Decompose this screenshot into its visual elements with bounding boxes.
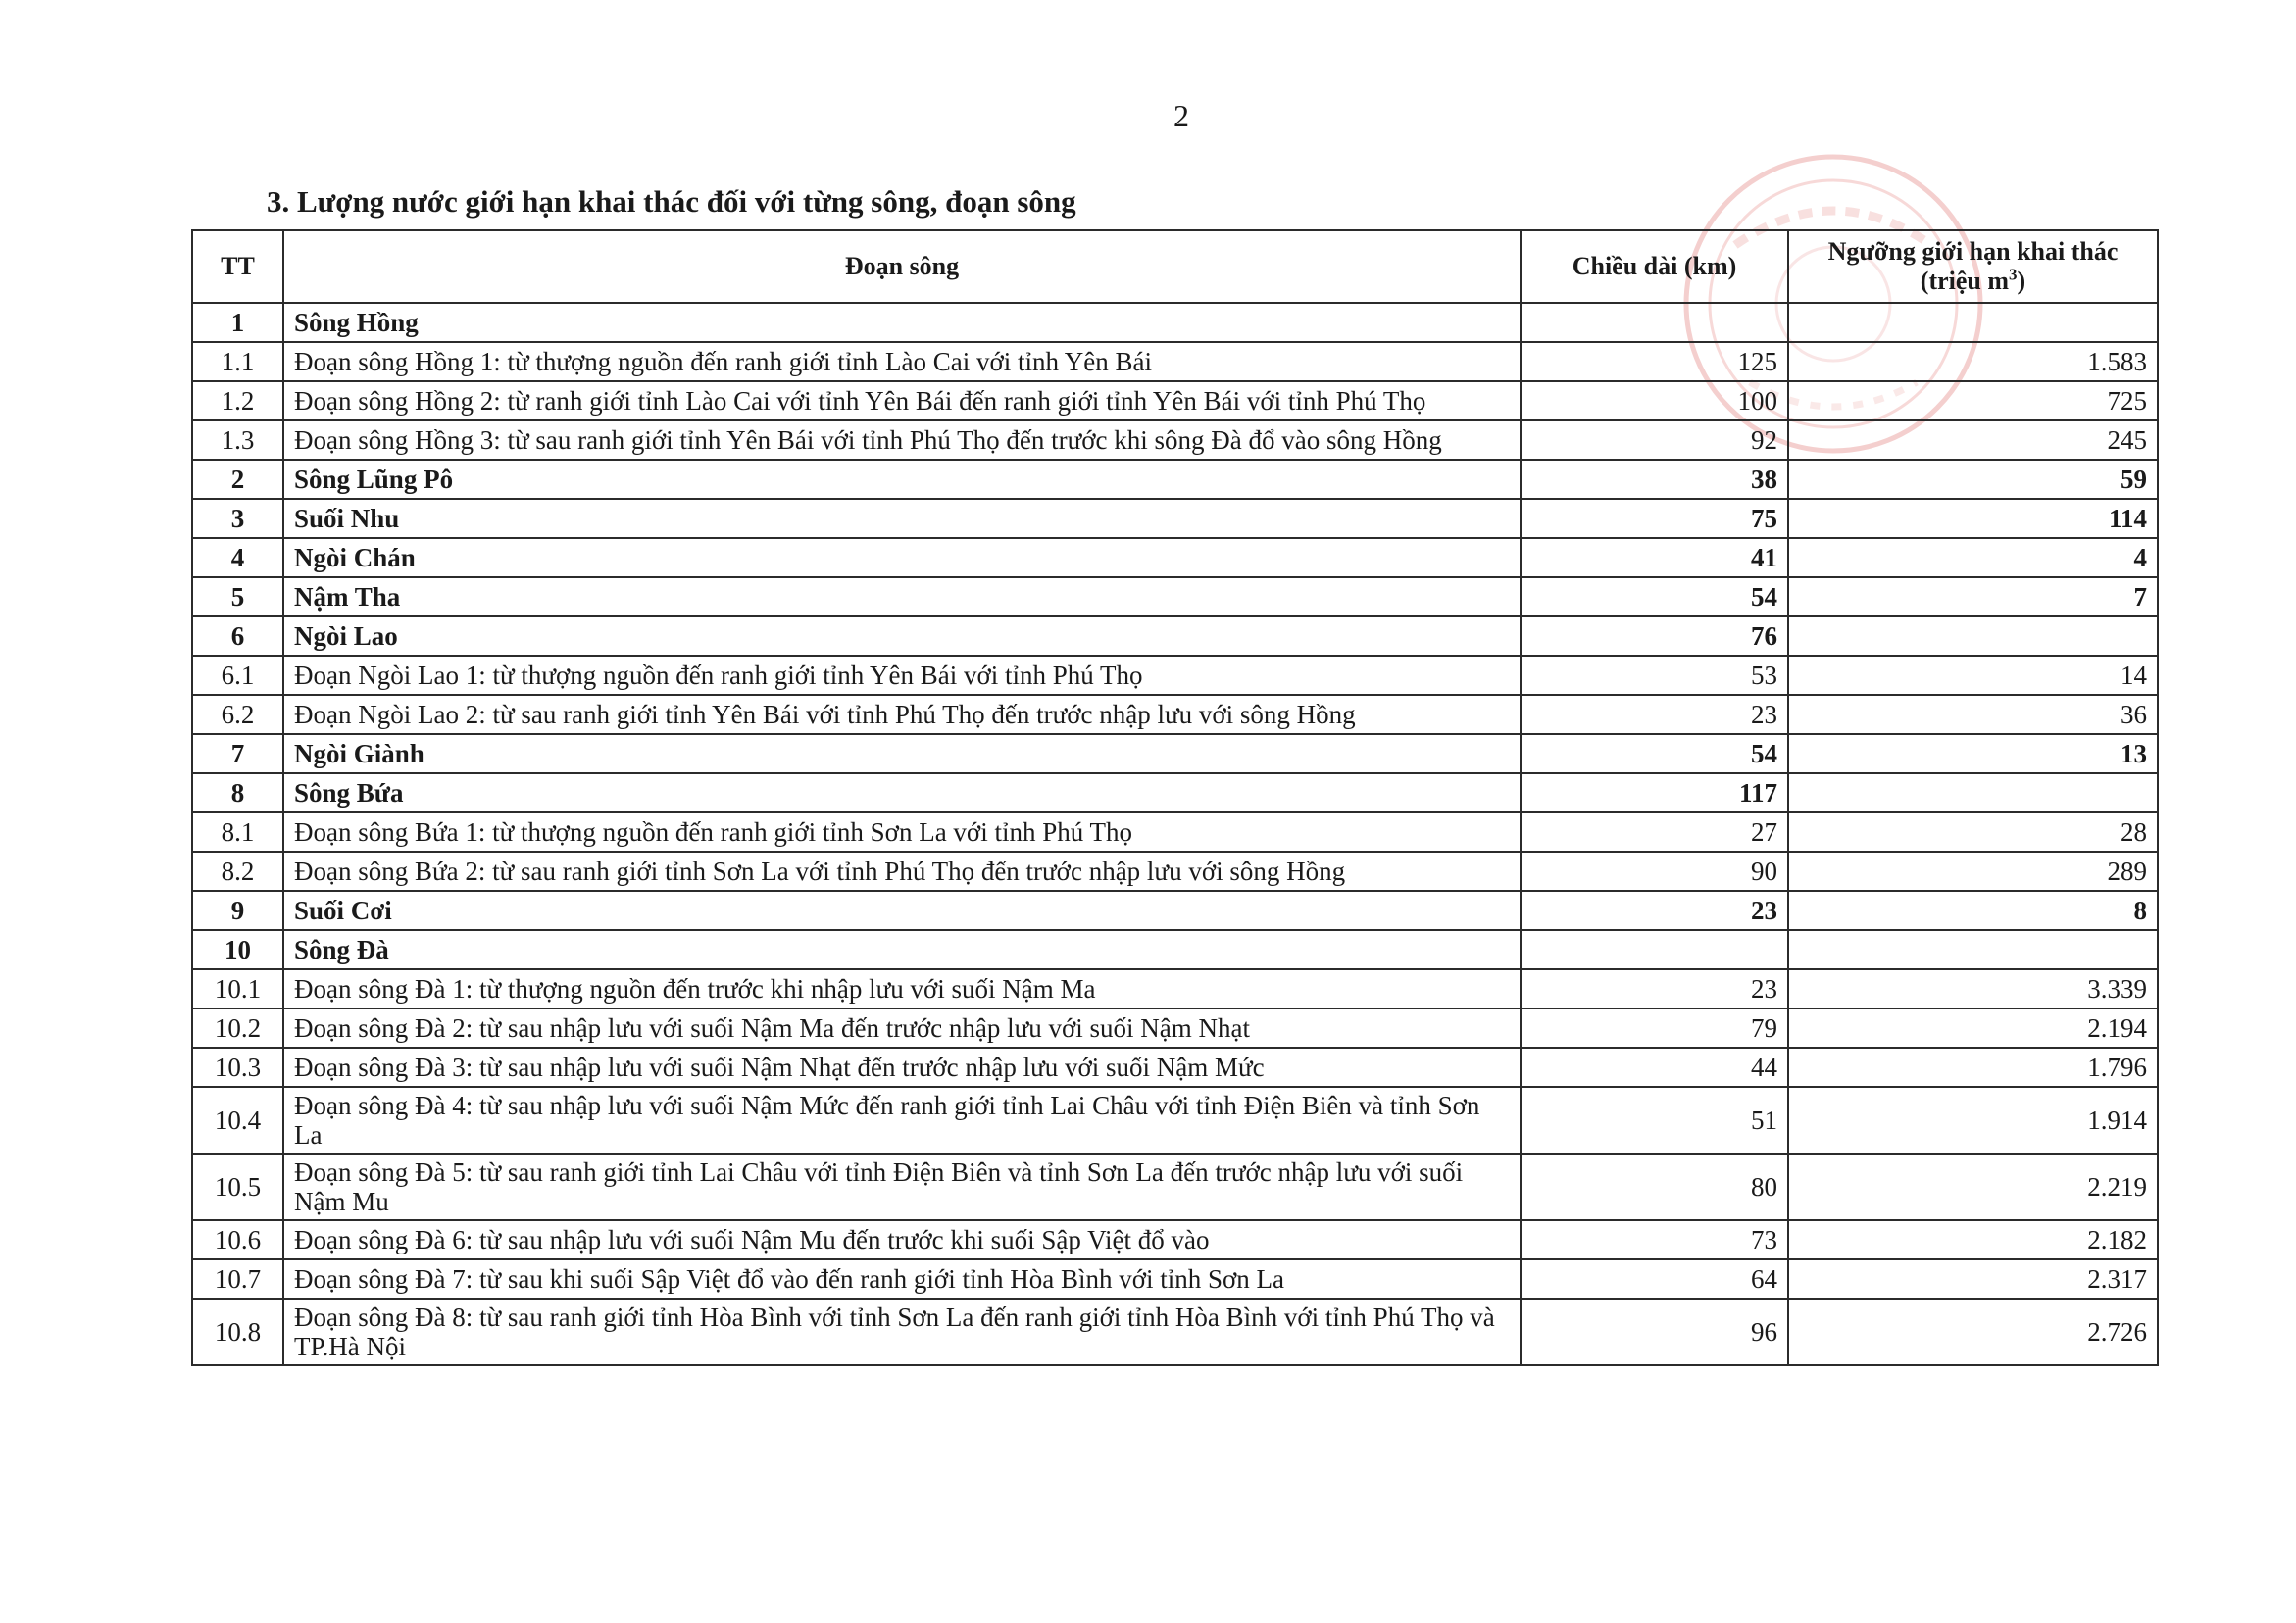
row-tt-cell: 1.1 [192, 342, 283, 381]
row-length-cell [1521, 303, 1788, 342]
row-threshold-cell: 2.219 [1788, 1154, 2158, 1220]
row-segment-cell: Đoạn sông Đà 1: từ thượng nguồn đến trước khi nhập lưu với suối Nậm Ma [283, 969, 1521, 1008]
header-segment: Đoạn sông [283, 230, 1521, 303]
row-length-cell: 23 [1521, 891, 1788, 930]
section-title: 3. Lượng nước giới hạn khai thác đối với từng sông, đoạn sông [267, 184, 1076, 219]
header-length: Chiều dài (km) [1521, 230, 1788, 303]
row-tt-cell: 10.6 [192, 1220, 283, 1259]
row-threshold-cell: 2.182 [1788, 1220, 2158, 1259]
table-body [192, 303, 2158, 1365]
row-threshold-cell: 3.339 [1788, 969, 2158, 1008]
row-length-cell: 125 [1521, 342, 1788, 381]
row-threshold-cell: 1.583 [1788, 342, 2158, 381]
row-segment-cell: Đoạn sông Bứa 1: từ thượng nguồn đến ranh giới tỉnh Sơn La với tỉnh Phú Thọ [283, 812, 1521, 852]
row-segment-cell: Đoạn sông Đà 3: từ sau nhập lưu với suối Nậm Nhạt đến trước nhập lưu với suối Nậm Mức [283, 1048, 1521, 1087]
table-row [192, 1299, 2158, 1365]
row-segment-cell: Sông Hồng [283, 303, 1521, 342]
row-length-cell: 44 [1521, 1048, 1788, 1087]
table-row [192, 969, 2158, 1008]
table-row [192, 734, 2158, 773]
header-tt: TT [192, 230, 283, 303]
header-threshold [1788, 230, 2158, 303]
row-threshold-cell: 14 [1788, 656, 2158, 695]
unit-superscript: 3 [2009, 265, 2018, 284]
row-threshold-cell: 8 [1788, 891, 2158, 930]
unit-suffix: ) [2017, 267, 2026, 295]
table-row [192, 499, 2158, 538]
row-segment-cell: Đoạn sông Hồng 2: từ ranh giới tỉnh Lào Cai với tỉnh Yên Bái đến ranh giới tỉnh Yên Bái với tỉnh Phú Thọ [283, 381, 1521, 420]
row-tt-cell: 10 [192, 930, 283, 969]
table-row [192, 930, 2158, 969]
table-row [192, 342, 2158, 381]
header-threshold-unit [1799, 267, 2147, 296]
row-tt-cell: 4 [192, 538, 283, 577]
table-row [192, 616, 2158, 656]
row-length-cell: 54 [1521, 577, 1788, 616]
row-length-cell: 96 [1521, 1299, 1788, 1365]
table-row [192, 891, 2158, 930]
table-row [192, 460, 2158, 499]
row-threshold-cell: 2.726 [1788, 1299, 2158, 1365]
row-segment-cell: Đoạn sông Đà 6: từ sau nhập lưu với suối Nậm Mu đến trước khi suối Sập Việt đổ vào [283, 1220, 1521, 1259]
row-segment-cell: Đoạn sông Đà 8: từ sau ranh giới tỉnh Hòa Bình với tỉnh Sơn La đến ranh giới tỉnh Hòa Bình với tỉnh Phú Thọ và TP.Hà Nội [283, 1299, 1521, 1365]
row-length-cell: 79 [1521, 1008, 1788, 1048]
row-tt-cell: 1.3 [192, 420, 283, 460]
row-tt-cell: 1.2 [192, 381, 283, 420]
row-length-cell: 92 [1521, 420, 1788, 460]
row-tt-cell: 6.1 [192, 656, 283, 695]
row-tt-cell: 5 [192, 577, 283, 616]
table-row [192, 420, 2158, 460]
row-length-cell: 27 [1521, 812, 1788, 852]
row-threshold-cell [1788, 303, 2158, 342]
table-row [192, 1220, 2158, 1259]
table-row [192, 538, 2158, 577]
row-tt-cell: 8.1 [192, 812, 283, 852]
row-segment-cell: Đoạn sông Bứa 2: từ sau ranh giới tỉnh Sơn La với tỉnh Phú Thọ đến trước nhập lưu với sông Hồng [283, 852, 1521, 891]
row-segment-cell: Ngòi Chán [283, 538, 1521, 577]
table-row [192, 1008, 2158, 1048]
table-header-row [192, 230, 2158, 303]
row-tt-cell: 6 [192, 616, 283, 656]
row-threshold-cell: 4 [1788, 538, 2158, 577]
row-segment-cell: Nậm Tha [283, 577, 1521, 616]
row-tt-cell: 3 [192, 499, 283, 538]
table-row [192, 303, 2158, 342]
row-tt-cell: 10.5 [192, 1154, 283, 1220]
row-tt-cell: 1 [192, 303, 283, 342]
row-tt-cell: 9 [192, 891, 283, 930]
row-segment-cell: Suối Cơi [283, 891, 1521, 930]
row-threshold-cell: 36 [1788, 695, 2158, 734]
table-row [192, 1154, 2158, 1220]
row-tt-cell: 10.2 [192, 1008, 283, 1048]
row-threshold-cell: 1.914 [1788, 1087, 2158, 1154]
water-limit-table [191, 229, 2159, 1366]
row-tt-cell: 10.7 [192, 1259, 283, 1299]
row-length-cell: 73 [1521, 1220, 1788, 1259]
table-row [192, 852, 2158, 891]
row-segment-cell: Suối Nhu [283, 499, 1521, 538]
row-threshold-cell: 7 [1788, 577, 2158, 616]
row-tt-cell: 8 [192, 773, 283, 812]
row-tt-cell: 7 [192, 734, 283, 773]
row-tt-cell: 10.3 [192, 1048, 283, 1087]
row-segment-cell: Đoạn sông Đà 2: từ sau nhập lưu với suối Nậm Ma đến trước nhập lưu với suối Nậm Nhạt [283, 1008, 1521, 1048]
row-tt-cell: 8.2 [192, 852, 283, 891]
table-row [192, 381, 2158, 420]
table-row [192, 1048, 2158, 1087]
row-segment-cell: Ngòi Giành [283, 734, 1521, 773]
row-tt-cell: 6.2 [192, 695, 283, 734]
row-tt-cell: 10.1 [192, 969, 283, 1008]
row-length-cell: 41 [1521, 538, 1788, 577]
row-threshold-cell: 28 [1788, 812, 2158, 852]
row-length-cell: 80 [1521, 1154, 1788, 1220]
page-number: 2 [1173, 98, 1189, 133]
row-length-cell: 75 [1521, 499, 1788, 538]
row-length-cell [1521, 930, 1788, 969]
row-threshold-cell [1788, 930, 2158, 969]
row-segment-cell: Đoạn Ngòi Lao 2: từ sau ranh giới tỉnh Yên Bái với tỉnh Phú Thọ đến trước nhập lưu với sông Hồng [283, 695, 1521, 734]
row-length-cell: 100 [1521, 381, 1788, 420]
row-segment-cell: Đoạn sông Đà 4: từ sau nhập lưu với suối Nậm Mức đến ranh giới tỉnh Lai Châu với tỉnh Điện Biên và tỉnh Sơn La [283, 1087, 1521, 1154]
row-length-cell: 76 [1521, 616, 1788, 656]
row-length-cell: 90 [1521, 852, 1788, 891]
row-threshold-cell: 2.317 [1788, 1259, 2158, 1299]
table-row [192, 577, 2158, 616]
table-row [192, 1259, 2158, 1299]
table-row [192, 656, 2158, 695]
row-tt-cell: 10.8 [192, 1299, 283, 1365]
table-row [192, 773, 2158, 812]
unit-prefix: (triệu m [1920, 267, 2010, 295]
row-length-cell: 64 [1521, 1259, 1788, 1299]
row-length-cell: 51 [1521, 1087, 1788, 1154]
row-segment-cell: Sông Đà [283, 930, 1521, 969]
row-threshold-cell: 2.194 [1788, 1008, 2158, 1048]
row-threshold-cell [1788, 773, 2158, 812]
row-threshold-cell: 13 [1788, 734, 2158, 773]
row-threshold-cell: 245 [1788, 420, 2158, 460]
row-length-cell: 38 [1521, 460, 1788, 499]
row-threshold-cell: 725 [1788, 381, 2158, 420]
row-length-cell: 117 [1521, 773, 1788, 812]
row-segment-cell: Đoạn Ngòi Lao 1: từ thượng nguồn đến ranh giới tỉnh Yên Bái với tỉnh Phú Thọ [283, 656, 1521, 695]
row-threshold-cell: 1.796 [1788, 1048, 2158, 1087]
row-tt-cell: 10.4 [192, 1087, 283, 1154]
row-segment-cell: Sông Bứa [283, 773, 1521, 812]
table-row [192, 812, 2158, 852]
row-length-cell: 23 [1521, 695, 1788, 734]
row-length-cell: 23 [1521, 969, 1788, 1008]
table-row [192, 695, 2158, 734]
row-segment-cell: Sông Lũng Pô [283, 460, 1521, 499]
row-threshold-cell: 114 [1788, 499, 2158, 538]
row-threshold-cell [1788, 616, 2158, 656]
row-segment-cell: Ngòi Lao [283, 616, 1521, 656]
header-threshold-title: Ngưỡng giới hạn khai thác [1827, 237, 2119, 266]
row-tt-cell: 2 [192, 460, 283, 499]
row-length-cell: 53 [1521, 656, 1788, 695]
row-segment-cell: Đoạn sông Đà 7: từ sau khi suối Sập Việt đổ vào đến ranh giới tỉnh Hòa Bình với tỉnh Sơn La [283, 1259, 1521, 1299]
row-threshold-cell: 59 [1788, 460, 2158, 499]
row-segment-cell: Đoạn sông Đà 5: từ sau ranh giới tỉnh Lai Châu với tỉnh Điện Biên và tỉnh Sơn La đến trước nhập lưu với suối Nậm Mu [283, 1154, 1521, 1220]
row-threshold-cell: 289 [1788, 852, 2158, 891]
table-row [192, 1087, 2158, 1154]
row-length-cell: 54 [1521, 734, 1788, 773]
row-segment-cell: Đoạn sông Hồng 3: từ sau ranh giới tỉnh Yên Bái với tỉnh Phú Thọ đến trước khi sông Đà đổ vào sông Hồng [283, 420, 1521, 460]
row-segment-cell: Đoạn sông Hồng 1: từ thượng nguồn đến ranh giới tỉnh Lào Cai với tỉnh Yên Bái [283, 342, 1521, 381]
